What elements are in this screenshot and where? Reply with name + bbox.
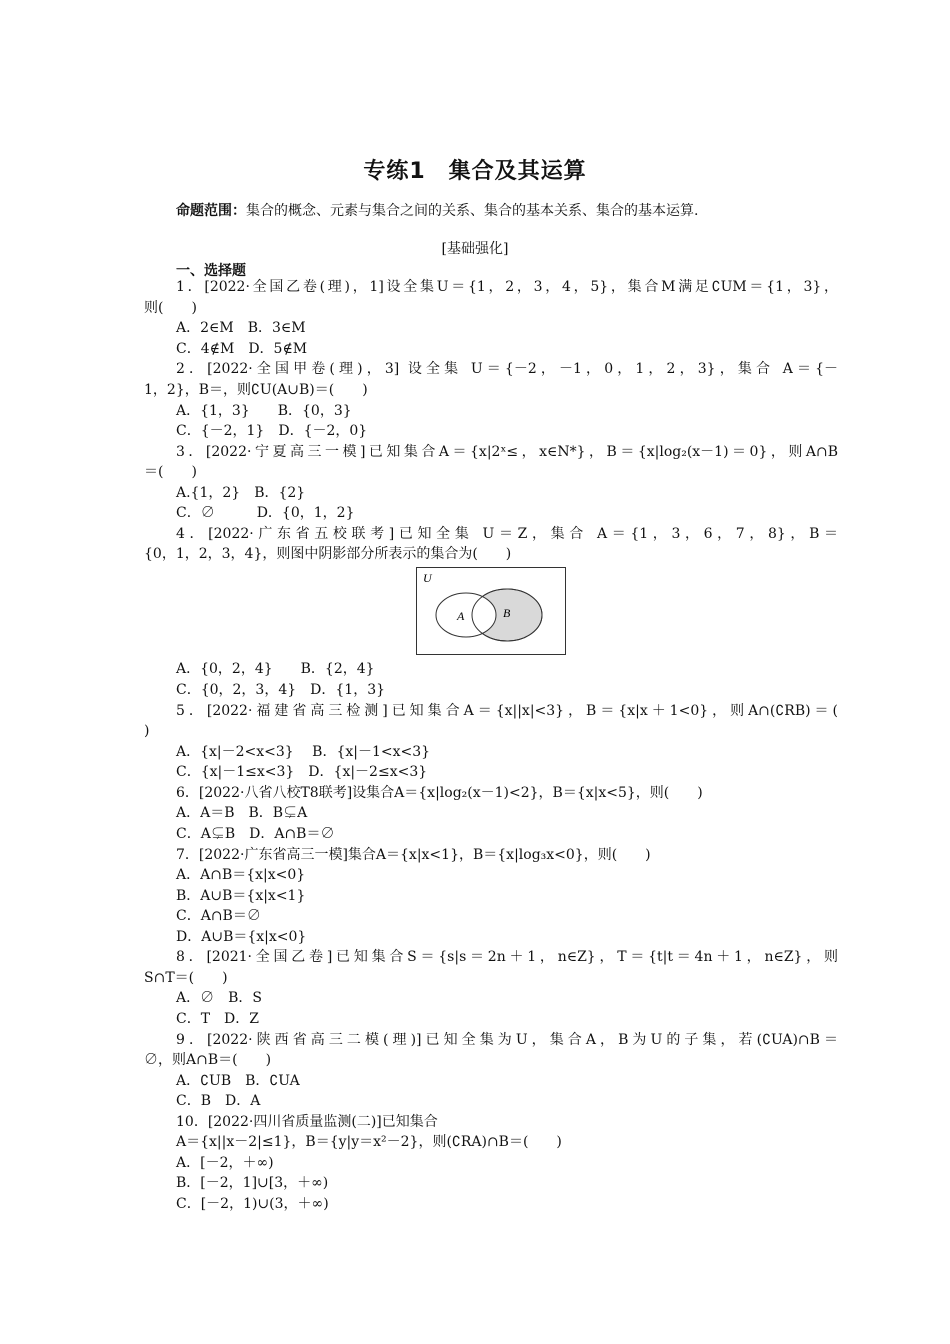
q3-line-1: 3．[2022·宁夏高三一模]已知集合A＝{x|2ˣ≤，x∈N*}，B＝{x|log₂(x－1)＝0}，则A∩B [176, 444, 838, 460]
q8-line-1: 8．[2021·全国乙卷]已知集合S＝{s|s＝2n＋1，n∈Z}，T＝{t|t＝4n＋1，n∈Z}，则 [176, 949, 838, 965]
q9-line-1: 9．[2022·陕西省高三二模(理)]已知全集为U，集合A，B为U的子集，若(∁UA)∩B＝ [176, 1032, 838, 1048]
set-a-circle [436, 593, 496, 637]
q10-line-2: A＝{x||x－2|≤1}，B＝{y|y＝x²－2}，则(∁RA)∩B＝( ) [176, 1134, 562, 1150]
page-title: 专练1 集合及其运算 [363, 159, 587, 184]
q9-line-2: ∅，则A∩B＝( ) [144, 1052, 272, 1068]
q5-line-1: 5．[2022·福建省高三检测]已知集合A＝{x||x|<3}，B＝{x|x＋1<0}，则A∩(∁RB)＝( [176, 703, 838, 719]
set-a-label: A [457, 609, 465, 623]
q3-line-2: ＝( ) [144, 464, 197, 480]
q1-options-cd: C．4∉M D．5∉M [176, 341, 308, 357]
q8-options-cd: C．T D．Z [176, 1011, 260, 1027]
universe-label: U [423, 571, 432, 585]
q5-line-2: ) [144, 723, 150, 739]
q3-options-cd: C．∅ D．{0，1，2} [176, 505, 355, 521]
q4-line-2: {0，1，2，3，4}，则图中阴影部分所表示的集合为( ) [144, 546, 512, 562]
q10-option-a: A．[－2，＋∞) [176, 1155, 274, 1171]
scope-text: 集合的概念、元素与集合之间的关系、集合的基本关系、集合的基本运算. [246, 203, 699, 219]
q3-options-ab: A.{1，2} B．{2} [176, 485, 306, 501]
q6-options-ab: A．A＝B B．B⊊A [176, 805, 308, 821]
q10-option-c: C．[－2，1)∪(3，＋∞) [176, 1196, 329, 1212]
q7-option-a: A．A∩B＝{x|x<0} [176, 867, 306, 883]
q7-option-b: B．A∪B＝{x|x<1} [176, 888, 306, 904]
q4-line-1: 4．[2022·广东省五校联考]已知全集 U＝Z，集合 A＝{1，3，6，7，8}，B＝ [176, 526, 838, 542]
q1-options-ab: A．2∈M B．3∈M [176, 320, 306, 336]
q8-options-ab: A．∅ B．S [176, 990, 262, 1006]
q7-option-c: C．A∩B＝∅ [176, 908, 261, 924]
scope-label: 命题范围： [176, 203, 246, 219]
q9-options-cd: C．B D．A [176, 1093, 261, 1109]
q6-options-cd: C．A⊊B D．A∩B＝∅ [176, 826, 335, 842]
q4-options-ab: A．{0，2，4} B．{2，4} [176, 661, 375, 677]
q2-line-2: 1，2}，B＝，则∁U(A∪B)＝( ) [144, 382, 368, 398]
q5-options-ab: A．{x|－2<x<3} B．{x|－1<x<3} [176, 744, 431, 760]
scope-line [176, 200, 698, 220]
q6-line-1: 6．[2022·八省八校T8联考]设集合A＝{x|log₂(x－1)<2}，B＝{x|x<5}，则( ) [176, 785, 703, 801]
q7-line-1: 7．[2022·广东省高三一模]集合A＝{x|x<1}，B＝{x|log₃x<0}，则( ) [176, 847, 651, 863]
q2-options-ab: A．{1，3} B．{0，3} [176, 403, 352, 419]
q2-options-cd: C．{－2，1} D．{－2，0} [176, 423, 368, 439]
set-b-label: B [503, 606, 511, 620]
part-heading: 一、选择题 [176, 263, 246, 279]
q10-option-b: B．[－2，1]∪[3，＋∞) [176, 1175, 329, 1191]
q5-options-cd: C．{x|－1≤x<3} D．{x|－2≤x<3} [176, 764, 428, 780]
q8-line-2: S∩T＝( ) [144, 970, 228, 986]
q1-line-1: 1．[2022·全国乙卷(理)，1]设全集U＝{1，2，3，4，5}，集合M满足∁UM＝{1，3}， [176, 279, 838, 295]
q1-line-2: 则( ) [144, 300, 197, 316]
q2-line-1: 2．[2022·全国甲卷(理)，3] 设全集 U＝{－2，－1，0，1，2，3}，集合 A＝{－ [176, 361, 838, 377]
section-heading: [基础强化] [441, 241, 509, 257]
venn-diagram [416, 567, 566, 655]
q10-line-1: 10．[2022·四川省质量监测(二)]已知集合 [176, 1114, 438, 1130]
q4-options-cd: C．{0，2，3，4} D．{1，3} [176, 682, 386, 698]
q7-option-d: D．A∪B＝{x|x<0} [176, 929, 307, 945]
q9-options-ab: A．∁UB B．∁UA [176, 1073, 300, 1089]
